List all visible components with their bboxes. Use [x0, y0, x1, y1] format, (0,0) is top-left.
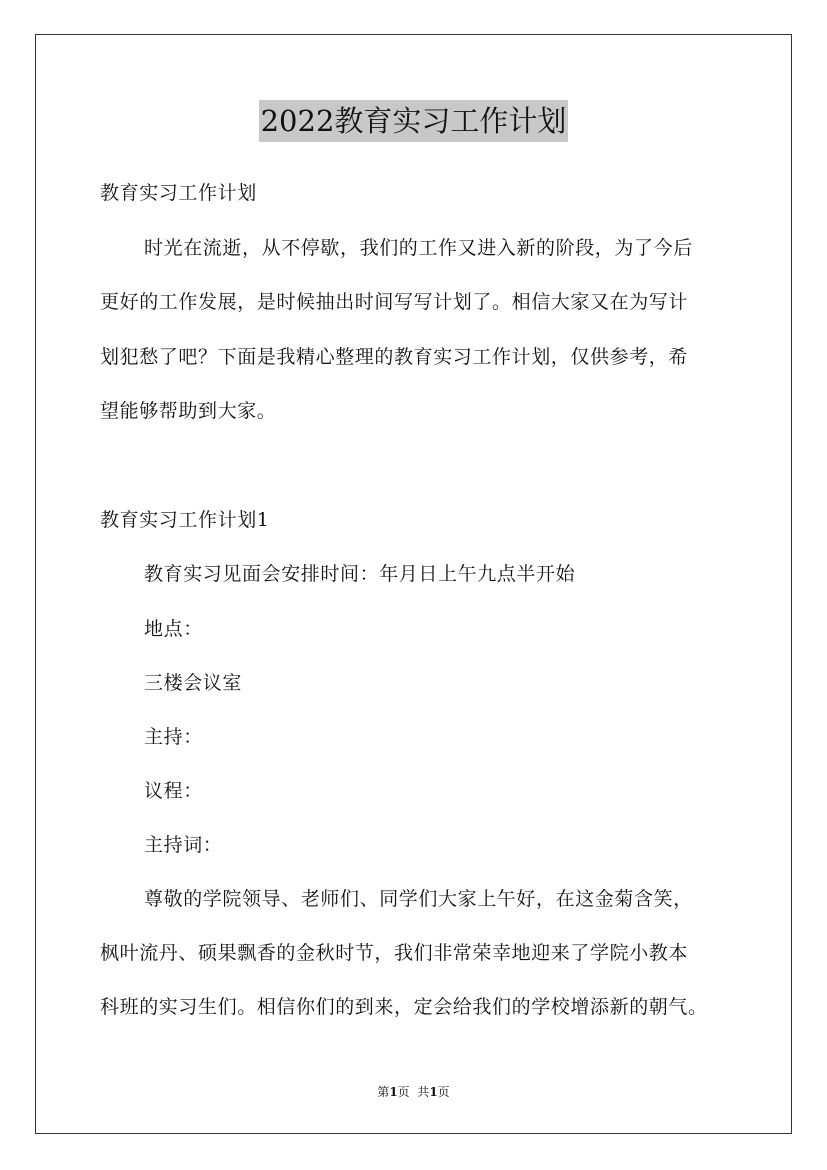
paragraph-line: 科班的实习生们。相信你们的到来，定会给我们的学校增添新的朝气。 — [100, 996, 708, 1018]
paragraph-line: 三楼会议室 — [144, 672, 243, 694]
paragraph-line: 划犯愁了吧？下面是我精心整理的教育实习工作计划，仅供参考，希 — [100, 346, 689, 368]
paragraph-line: 地点： — [144, 618, 203, 640]
paragraph-line: 主持词： — [144, 834, 223, 856]
paragraph-line: 教育实习见面会安排时间：年月日上午九点半开始 — [144, 563, 576, 585]
paragraph-line: 主持： — [144, 726, 203, 748]
footer-page-total: 1 — [429, 1085, 438, 1099]
document-title: 2022教育实习工作计划 — [259, 100, 569, 142]
title-container — [0, 100, 827, 142]
section-heading: 教育实习工作计划 — [100, 182, 257, 204]
paragraph-line: 望能够帮助到大家。 — [100, 400, 277, 422]
footer-page-mid: 页 共 — [397, 1085, 430, 1099]
footer-page-prefix: 第 — [377, 1085, 390, 1099]
paragraph-line: 时光在流逝，从不停歇，我们的工作又进入新的阶段，为了今后 — [144, 237, 693, 259]
paragraph-line: 枫叶流丹、硕果飘香的金秋时节，我们非常荣幸地迎来了学院小教本 — [100, 942, 689, 964]
paragraph-line: 尊敬的学院领导、老师们、同学们大家上午好，在这金菊含笑， — [144, 888, 693, 910]
paragraph-line: 更好的工作发展，是时候抽出时间写写计划了。相信大家又在为写计 — [100, 291, 689, 313]
footer-page-number: 1 — [389, 1085, 398, 1099]
footer-page-suffix: 页 — [437, 1085, 450, 1099]
section-heading: 教育实习工作计划1 — [100, 509, 270, 531]
paragraph-line: 议程： — [144, 780, 203, 802]
page-footer — [0, 1084, 827, 1100]
